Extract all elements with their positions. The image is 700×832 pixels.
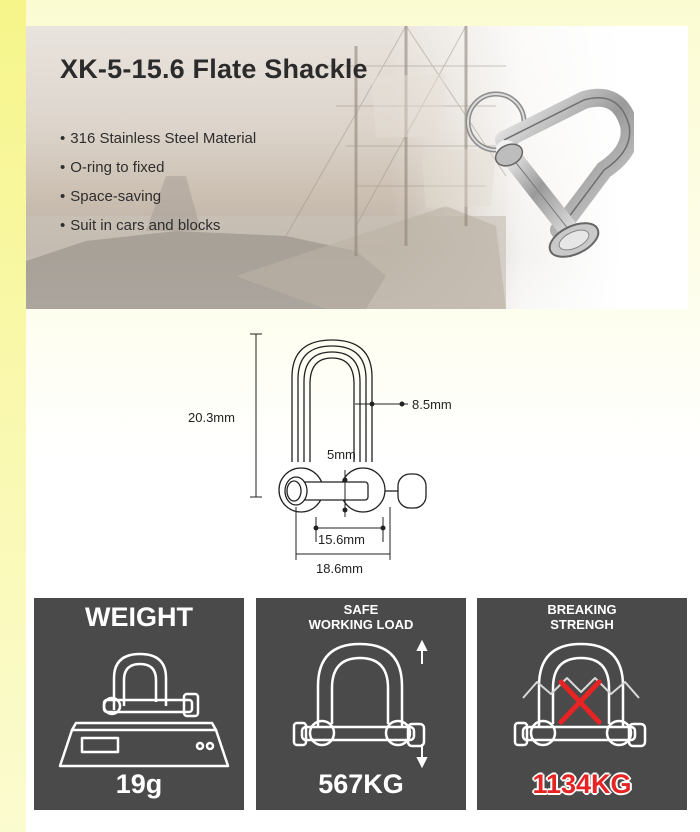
feature-item	[60, 124, 256, 153]
breaking-value: 1134KG	[532, 769, 632, 799]
outer-width-dimension-label: 18.6mm	[316, 561, 363, 576]
breaking-title-line1: BREAKING	[547, 602, 617, 617]
breaking-title-line2: STRENGH	[550, 617, 614, 632]
dimension-drawing	[180, 322, 480, 582]
feature-item	[60, 153, 256, 182]
feature-text: 316 Stainless Steel Material	[70, 130, 257, 147]
product-title: XK-5-15.6 Flate Shackle	[60, 54, 368, 84]
safe-working-load-panel	[256, 598, 466, 810]
height-dimension-label: 20.3mm	[188, 410, 235, 425]
left-accent-strip	[0, 0, 26, 832]
hero-banner	[26, 26, 688, 309]
feature-text: Suit in cars and blocks	[70, 217, 221, 234]
weight-panel	[34, 598, 244, 810]
swl-title-line1: SAFE	[343, 602, 379, 617]
breaking-strength-panel	[477, 598, 687, 810]
feature-text: Space-saving	[70, 188, 162, 205]
feature-item	[60, 211, 256, 240]
bullet-icon: •	[60, 159, 66, 176]
weight-value: 19g	[115, 769, 163, 799]
swl-title-line2: WORKING LOAD	[308, 617, 414, 632]
thickness-dimension-label: 8.5mm	[412, 397, 452, 412]
inner-width-dimension-label: 15.6mm	[318, 532, 365, 547]
pin-dimension-label: 5mm	[327, 447, 356, 462]
swl-value: 567KG	[318, 769, 404, 799]
feature-item	[60, 182, 256, 211]
feature-text: O-ring to fixed	[70, 159, 165, 176]
bullet-icon: •	[60, 217, 66, 234]
weight-title: WEIGHT	[85, 602, 193, 632]
bullet-icon: •	[60, 130, 66, 147]
shackle-product-photo	[434, 80, 634, 280]
bullet-icon: •	[60, 188, 66, 205]
cross-icon	[561, 682, 599, 722]
feature-list	[60, 124, 256, 240]
